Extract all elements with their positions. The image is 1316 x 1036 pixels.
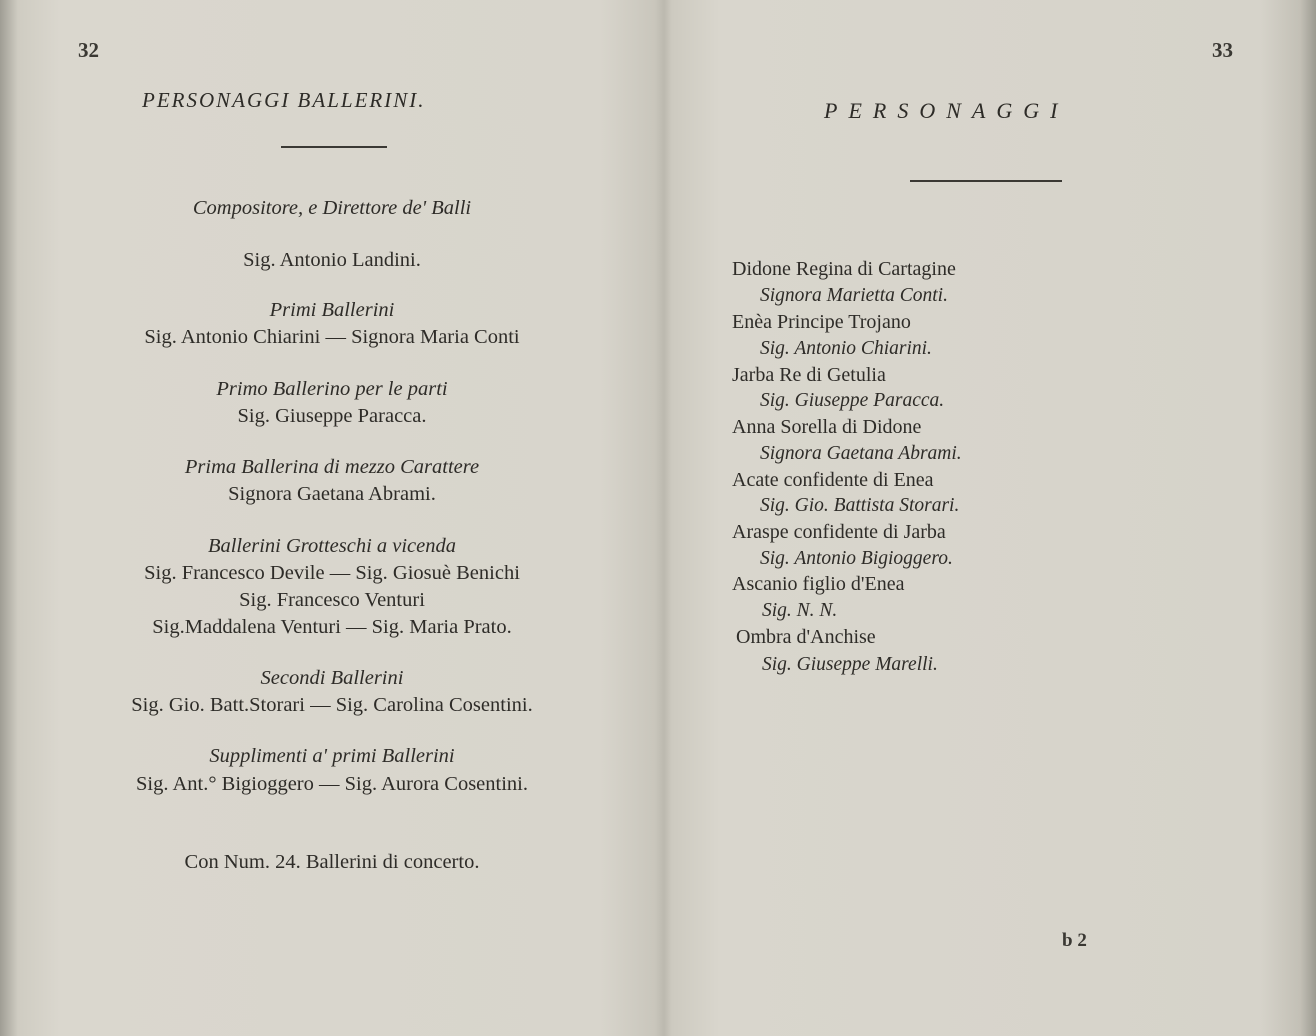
cast-role: Didone Regina di Cartagine [732,258,956,280]
cast-role: Jarba Re di Getulia [732,364,886,386]
cast-role: Acate confidente di Enea [732,469,934,491]
cast-role: Anna Sorella di Didone [732,416,922,438]
signature-mark: b 2 [1062,930,1087,951]
section-line: Sig. Antonio Chiarini — Signora Maria Conti [144,326,520,348]
section-line: Sig. Ant.° Bigioggero — Sig. Aurora Cosentini. [135,773,528,795]
section-line: Sig. Gio. Batt.Storari — Sig. Carolina Cosentini. [131,694,533,716]
cast-actor: Sig. Antonio Bigioggero. [760,548,953,569]
right-page-number: 33 [1212,38,1233,62]
section-heading: Primi Ballerini [269,299,395,321]
section-line: Signora Gaetana Abrami. [228,483,436,505]
left-page-title: PERSONAGGI BALLERINI. [142,88,426,112]
section-line: Sig.Maddalena Venturi — Sig. Maria Prato. [152,616,512,638]
section-heading: Secondi Ballerini [260,667,404,689]
section-heading: Compositore, e Direttore de' Balli [192,197,472,219]
left-page-footer: Con Num. 24. Ballerini di concerto. [184,851,480,873]
cast-actor: Signora Gaetana Abrami. [760,443,962,464]
right-page [664,0,1316,1036]
section-heading: Prima Ballerina di mezzo Carattere [184,456,480,478]
left-page-number: 32 [78,38,99,62]
cast-actor: Sig. Giuseppe Marelli. [762,654,938,675]
cast-role: Ascanio figlio d'Enea [732,573,905,595]
cast-actor: Signora Marietta Conti. [760,285,948,306]
section-line: Sig. Francesco Venturi [239,589,425,611]
left-title-rule [281,146,387,148]
section-heading: Primo Ballerino per le parti [216,378,448,400]
section-line: Sig. Francesco Devile — Sig. Giosuè Benichi [144,562,520,584]
cast-actor: Sig. Giuseppe Paracca. [760,390,945,411]
cast-role: Araspe confidente di Jarba [732,521,946,543]
section-line: Sig. Giuseppe Paracca. [237,405,427,427]
section-heading: Supplimenti a' primi Ballerini [209,745,455,767]
cast-role: Ombra d'Anchise [736,626,876,648]
cast-actor: Sig. Gio. Battista Storari. [760,495,960,516]
section-line: Sig. Antonio Landini. [243,249,421,271]
right-page-title: PERSONAGGI [824,98,1069,123]
section-heading: Ballerini Grotteschi a vicenda [207,535,457,557]
cast-actor: Sig. N. N. [762,600,838,621]
cast-role: Enèa Principe Trojano [732,311,911,333]
cast-actor: Sig. Antonio Chiarini. [760,338,932,359]
right-title-rule [910,180,1062,182]
